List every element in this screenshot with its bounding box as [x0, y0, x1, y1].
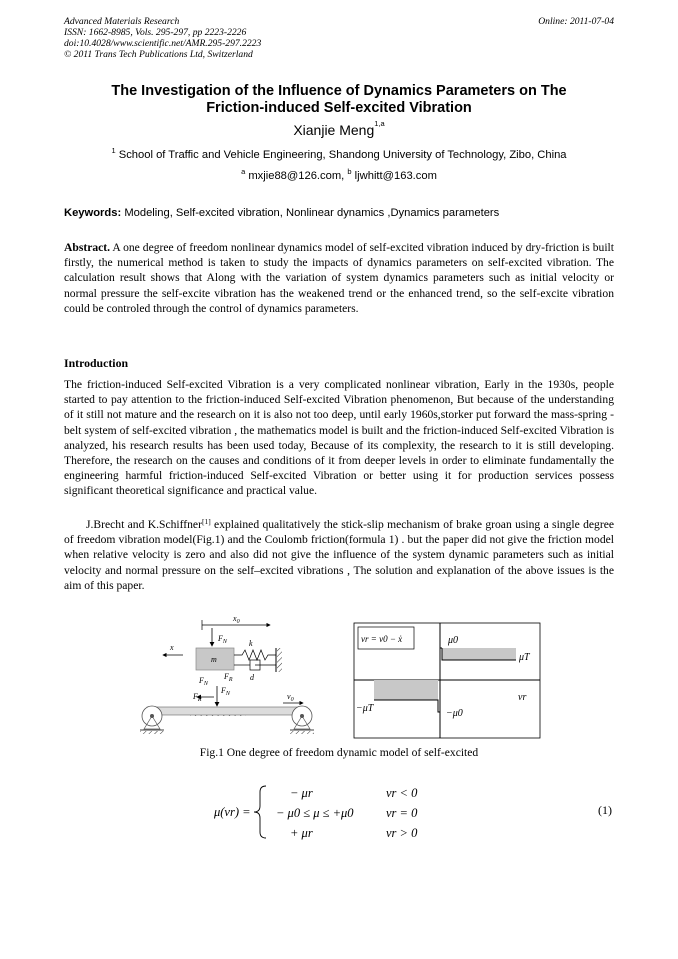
keywords [64, 207, 614, 219]
author-name: Xianjie Meng [293, 122, 375, 138]
abstract [64, 240, 614, 316]
v0-label: $v_0$ [287, 692, 294, 703]
fn-label-left: $F_N$ [199, 676, 208, 687]
online-date: Online: 2011-07-04 [538, 16, 614, 27]
keywords-label: Keywords: [64, 207, 122, 219]
spring-k-label: k [249, 639, 253, 648]
intro-p1-text: The friction-induced Self-excited Vibration is a very complicated nonlinear vibration, Early in the 1930s, people started to pay attention to the friction-induced Self-excited Vibration phenomenon, But because of the understanding of it still not mature and the research on it is also not too deep, until early 1960s,storker put forward the mass-spring - belt system of self-excited vibration , the mathematics model is built and the friction-induced Self-excited Vibration is analyzed, his research results has been used today, Because of its complexity, the research to it is still developing. Therefore, the research on the causes and conditions of it from deeper levels in order to eliminate fundamentally the engineering harmful friction-induced Self-excited Vibration or better using it for production services possess significant theoretical significance and practical value. [64, 378, 614, 498]
figure-1 [0, 612, 678, 747]
doi-line: doi:10.4028/www.scientific.net/AMR.295-297.2223 [64, 38, 262, 49]
section-heading-introduction: Introduction [64, 356, 129, 370]
damper-d-label: d [250, 673, 254, 682]
equation-number: (1) [598, 803, 612, 817]
title-line-1: The Investigation of the Influence of Dynamics Parameters on The [111, 83, 567, 99]
affiliation-text: School of Traffic and Vehicle Engineering, Shandong University of Technology, Zibo, China [118, 149, 567, 161]
case-3: + μr [290, 826, 313, 840]
intro-paragraph-2 [64, 517, 614, 593]
email-a[interactable]: mxjie88@126.com, [248, 170, 345, 182]
mass-spring-belt-diagram [140, 614, 314, 734]
spring [234, 650, 276, 660]
x0-label: $x_0$ [233, 614, 240, 625]
journal-header [64, 16, 614, 60]
email-a-sup: a [241, 167, 246, 176]
intro-paragraph-1 [64, 377, 614, 499]
negative-region [374, 680, 438, 700]
journal-name: Advanced Materials Research [64, 16, 180, 27]
abstract-text: A one degree of freedom nonlinear dynamics model of self-excited vibration induced by dry-friction is built firstly, the numerical method is taken to study the impacts of dynamics parameters on self-excited vibration. The calculation result shows that Along with the variation of system dynamics parameters such as initial velocity or normal pressure the self-excite vibration has the weakened trend or the enhanced trend, so the self-excite vibration could be controled through the control of dynamics parameters. [64, 241, 614, 315]
figure-caption: Fig.1 One degree of freedom dynamic model of self-excited [199, 746, 479, 759]
author-line [0, 119, 678, 138]
author-sup: 1,a [374, 119, 385, 128]
x-label: x [170, 643, 174, 652]
belt [147, 707, 307, 715]
equation-lhs: μ(vr) = [214, 805, 251, 819]
citation-ref[interactable]: [1] [201, 517, 211, 526]
paper-title [64, 83, 614, 117]
condition-3: vr > 0 [386, 826, 418, 840]
email-b-sup: b [347, 167, 352, 176]
vr-axis-label: vr [518, 692, 527, 703]
title-line-2: Friction-induced Self-excited Vibration [206, 100, 472, 116]
issn-line: ISSN: 1662-8985, Vols. 295-297, pp 2223-2226 [64, 27, 247, 38]
neg-muT-label: −μT [356, 703, 374, 714]
fn-label-bottom: $F_N$ [221, 686, 230, 697]
equation-1 [0, 778, 678, 848]
affiliation-line [0, 146, 678, 161]
neg-mu0-label: −μ0 [446, 708, 463, 719]
case-1: − μr [290, 786, 313, 800]
email-line [0, 167, 678, 182]
fn-label-top: $F_N$ [218, 634, 227, 645]
keywords-text: Modeling, Self-excited vibration, Nonlinear dynamics ,Dynamics parameters [124, 207, 500, 219]
mu0-label: μ0 [448, 635, 459, 646]
fr-label-bottom: $F_R$ [193, 692, 202, 703]
email-b[interactable]: ljwhitt@163.com [354, 170, 437, 182]
positive-region [442, 648, 516, 660]
intro-p2-start: J.Brecht and K.Schiffner [86, 518, 202, 531]
mass-label: m [211, 655, 217, 664]
friction-characteristic-plot [354, 623, 540, 738]
condition-2: vr = 0 [386, 806, 418, 820]
condition-1: vr < 0 [386, 786, 418, 800]
velocity-definition: vr = v0 − ẋ [361, 634, 403, 644]
affiliation-sup: 1 [111, 146, 116, 155]
fr-label-top: $F_R$ [224, 672, 233, 683]
copyright-line: © 2011 Trans Tech Publications Ltd, Switzerland [64, 49, 253, 60]
case-2: − μ0 ≤ μ ≤ +μ0 [276, 806, 354, 820]
abstract-label: Abstract. [64, 241, 111, 254]
intro-p2-rest: explained qualitatively the stick-slip mechanism of brake groan using a single degree of freedom vibration model(Fig.1) and the Coulomb friction(formula 1) . but the paper did not give the friction model when relative velocity is zero and also did not give the influence of the system dynamic parameters such as initial velocity and normal pressure on the self–excited vibrations , The solution and explanation of the above issues is the aim of this paper. [64, 518, 614, 592]
left-brace [254, 786, 266, 838]
muT-label: μT [519, 652, 530, 663]
